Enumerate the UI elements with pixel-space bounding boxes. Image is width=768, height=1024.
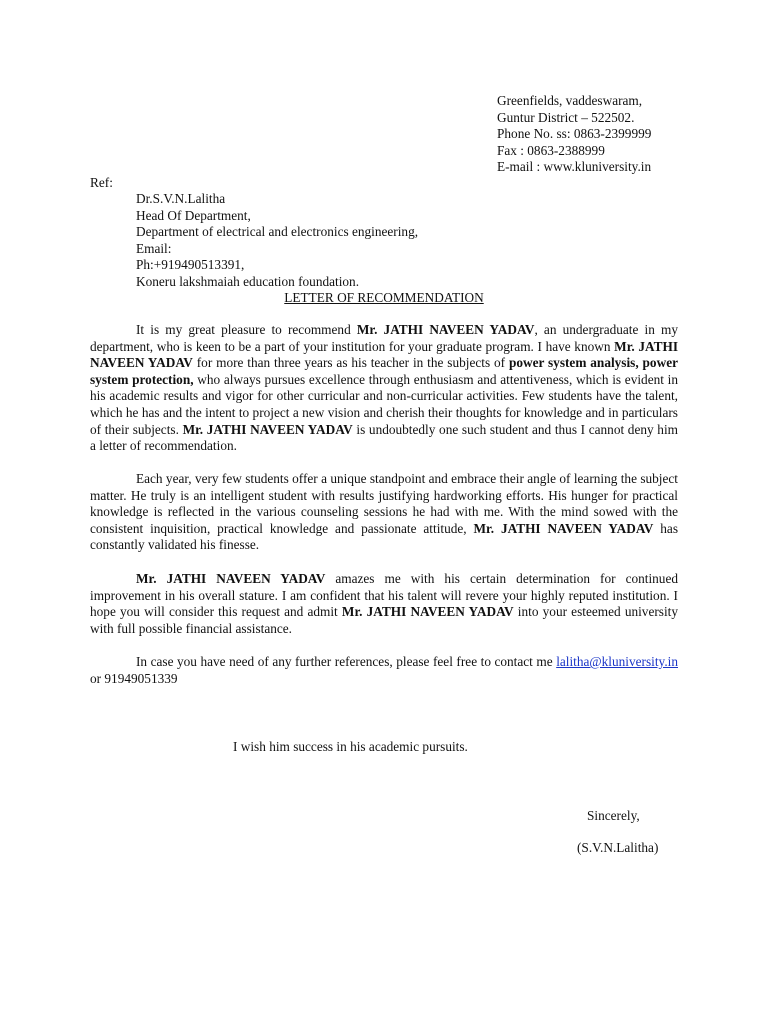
p1-subjects: power system analysis, power system protection, bbox=[90, 355, 678, 387]
recipient-email-label: Email: bbox=[136, 240, 172, 256]
recipient-title: Head Of Department, bbox=[136, 207, 251, 223]
p1-student-name-1: Mr. JATHI NAVEEN YADAV bbox=[356, 322, 535, 337]
recipient-department: Department of electrical and electronics engineering, bbox=[136, 224, 419, 240]
p3-text-1: amazes me with his certain determination for continued improvement in his overall stature. I am confident that his talent will revere your highly reputed institution. I hope you will consider this request and admit bbox=[90, 571, 679, 620]
paragraph-1 bbox=[90, 322, 678, 455]
paragraph-3 bbox=[90, 571, 678, 637]
p1-student-name-2: Mr. JATHI NAVEEN YADAV bbox=[90, 338, 679, 371]
paragraph-2 bbox=[90, 471, 678, 554]
p3-text-2: into your esteemed university with full possible financial assistance. bbox=[90, 604, 678, 636]
p1-text-4: who always pursues excellence through enthusiasm and attentiveness, which is evident in his academic results and vigor for other curricular and non-curricular activities. Few students have the talent, which he has and the intent to project a new vision and cherish their thoughts for knowledge and in particulars of their subjects. bbox=[90, 371, 678, 437]
recipient-name: Dr.S.V.N.Lalitha bbox=[136, 191, 226, 206]
p1-text-3: for more than three years as his teacher in the subjects of bbox=[192, 355, 509, 371]
p3-student-name-1: Mr. JATHI NAVEEN YADAV bbox=[136, 571, 326, 586]
address-line-2: Guntur District – 522502. bbox=[497, 109, 635, 125]
recipient-block bbox=[136, 191, 418, 291]
p1-student-name-3: Mr. JATHI NAVEEN YADAV bbox=[182, 421, 353, 437]
p2-student-name: Mr. JATHI NAVEEN YADAV bbox=[473, 520, 654, 536]
sender-address bbox=[497, 93, 651, 176]
p3-student-name-2: Mr. JATHI NAVEEN YADAV bbox=[341, 604, 514, 620]
address-phone: Phone No. ss: 0863-2399999 bbox=[497, 126, 652, 142]
closing: Sincerely, bbox=[587, 808, 640, 823]
recipient-phone: Ph:+919490513391, bbox=[136, 257, 245, 273]
ref-label: Ref: bbox=[90, 175, 113, 190]
recipient-organization: Koneru lakshmaiah education foundation. bbox=[136, 273, 360, 289]
p4-text-2: or 91949051339 bbox=[90, 670, 178, 686]
p1-text-1: It is my great pleasure to recommend bbox=[136, 322, 357, 337]
p4-text-1: In case you have need of any further references, please feel free to contact me bbox=[136, 654, 557, 669]
p1-text-5: is undoubtedly one such student and thus I cannot deny him a letter of recommendation. bbox=[90, 421, 678, 454]
signer-name: (S.V.N.Lalitha) bbox=[577, 840, 659, 855]
letter-title: LETTER OF RECOMMENDATION bbox=[284, 290, 484, 305]
p1-text-2: , an undergraduate in my department, who is keen to be a part of your institution for your graduate program. I have known bbox=[90, 322, 678, 354]
p2-text-1: Each year, very few students offer a unique standpoint and embrace their angle of learning the subject matter. He truly is an intelligent student with results justifying hardworking efforts. His hunger for practical knowledge is reflected in the various counseling sessions he had with me. With the mind sowed with the consistent inquisition, practical knowledge and passionate attitude, bbox=[90, 471, 678, 536]
paragraph-4 bbox=[90, 654, 678, 687]
address-line-1: Greenfields, vaddeswaram, bbox=[497, 93, 643, 108]
wish-line: I wish him success in his academic pursuits. bbox=[233, 739, 468, 754]
p2-text-2: has constantly validated his finesse. bbox=[90, 520, 679, 553]
address-fax: Fax : 0863-2388999 bbox=[497, 142, 605, 158]
contact-email-link[interactable]: lalitha@kluniversity.in bbox=[556, 654, 678, 669]
address-email: E-mail : www.kluniversity.in bbox=[497, 159, 652, 175]
